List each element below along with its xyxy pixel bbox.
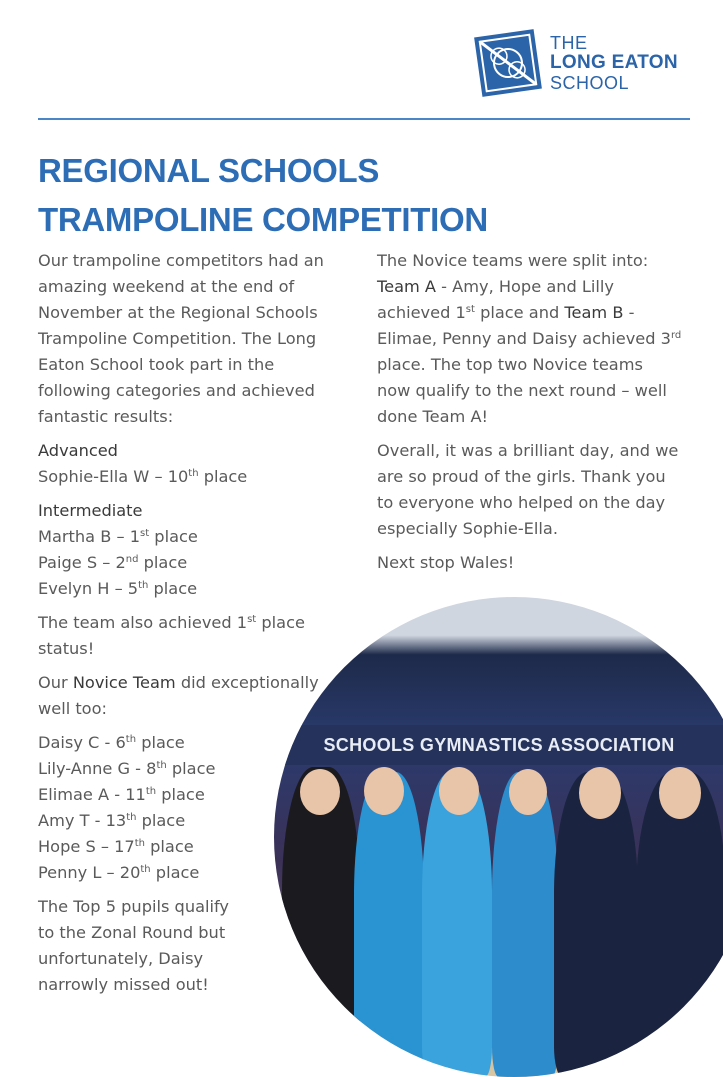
intermediate-section [38,498,348,602]
result-item: Hope S – 17th place [38,837,194,856]
logo-line-long-eaton: LONG EATON [550,52,678,73]
team-paragraph: The team also achieved 1st place status! [38,613,305,658]
novice-results [38,730,348,886]
advanced-heading: Advanced [38,441,118,460]
result-item: Martha B – 1st place [38,527,198,546]
result-item: Amy T - 13th place [38,811,186,830]
left-column [38,248,348,1006]
intro-paragraph: Our trampoline competitors had an amazing weekend at the end of November at the Regional Schools Trampoline Competition. The Long Eaton School took part in the following categories and achieved fantastic results: [38,251,324,426]
novice-teams-paragraph: The Novice teams were split into: Team A - Amy, Hope and Lilly achieved 1st place and Team B - Elimae, Penny and Daisy achieved 3rd place. The top two Novice teams now qualify to the next round – well done Team A! [377,251,682,426]
school-logo [474,29,678,97]
result-item: Daisy C - 6th place [38,733,185,752]
result-item: Sophie-Ella W – 10th place [38,467,248,486]
result-item: Elimae A - 11th place [38,785,205,804]
intermediate-heading: Intermediate [38,501,143,520]
result-item: Evelyn H – 5th place [38,579,198,598]
result-item: Paige S – 2nd place [38,553,188,572]
logo-line-the: THE [550,33,588,53]
school-crest-icon [474,29,542,97]
right-column [377,248,697,584]
header-divider [38,118,690,120]
result-item: Penny L – 20th place [38,863,200,882]
team-a-label: Team A [377,277,437,296]
closing-paragraph: The Top 5 pupils qualify to the Zonal Round but unfortunately, Daisy narrowly missed out! [38,897,229,994]
photo-banner: SCHOOLS GYMNASTICS ASSOCIATION [274,725,723,765]
logo-line-school: SCHOOL [550,73,630,93]
team-b-label: Team B [564,303,624,322]
novice-intro: Our Novice Team did exceptionally well too: [38,673,319,718]
result-item: Lily-Anne G - 8th place [38,759,216,778]
next-stop: Next stop Wales! [377,553,515,572]
advanced-section [38,438,348,490]
overall-paragraph: Overall, it was a brilliant day, and we are so proud of the girls. Thank you to everyone who helped on the day especially Sophie-Ella. [377,441,679,538]
page-title: REGIONAL SCHOOLS TRAMPOLINE COMPETITION [38,152,488,238]
